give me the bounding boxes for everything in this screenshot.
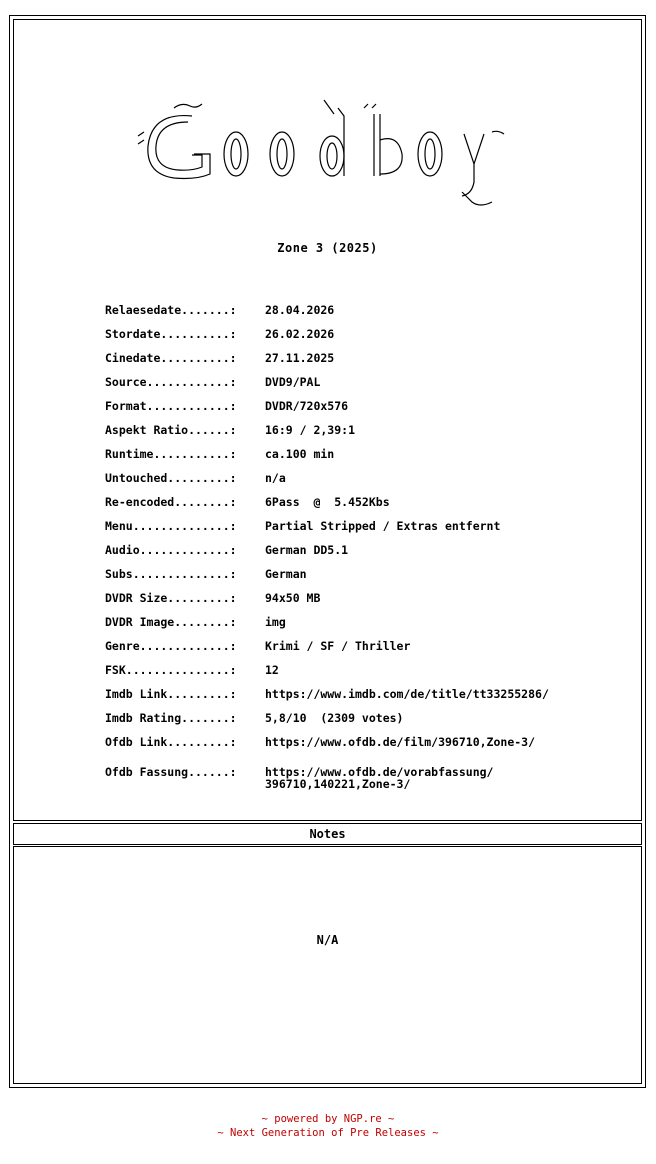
info-row <box>105 538 635 562</box>
info-row <box>105 370 635 394</box>
info-value: n/a <box>265 471 286 485</box>
info-row <box>105 634 635 658</box>
info-key: Relaesedate.......: <box>105 303 237 317</box>
info-value: 26.02.2026 <box>265 327 335 341</box>
info-key: Source............: <box>105 375 237 389</box>
info-key: Subs..............: <box>105 567 237 581</box>
info-key: Stordate..........: <box>105 327 237 341</box>
release-info-panel <box>13 19 642 821</box>
info-row <box>105 610 635 634</box>
goodboy-logo <box>14 92 641 212</box>
info-key: Genre.............: <box>105 639 237 653</box>
footer-powered-by: ~ powered by NGP.re ~ <box>261 1113 395 1125</box>
info-row <box>105 466 635 490</box>
info-row <box>105 298 635 322</box>
info-key: Ofdb Link.........: <box>105 735 237 749</box>
footer <box>0 1112 656 1140</box>
notes-value: N/A <box>316 933 339 947</box>
info-value: 6Pass @ 5.452Kbs <box>265 495 390 509</box>
info-row <box>105 682 635 706</box>
release-title: Zone 3 (2025) <box>277 241 378 255</box>
info-row <box>105 346 635 370</box>
info-value: img <box>265 615 286 629</box>
info-value: Krimi / SF / Thriller <box>265 639 411 653</box>
info-key: Aspekt Ratio......: <box>105 423 237 437</box>
info-row <box>105 562 635 586</box>
nfo-frame <box>9 15 646 1088</box>
info-value: German DD5.1 <box>265 543 349 557</box>
info-key: FSK...............: <box>105 663 237 677</box>
info-row <box>105 394 635 418</box>
footer-tagline: ~ Next Generation of Pre Releases ~ <box>217 1127 439 1139</box>
info-row <box>105 586 635 610</box>
info-key: Cinedate..........: <box>105 351 237 365</box>
info-row <box>105 322 635 346</box>
info-key: Runtime...........: <box>105 447 237 461</box>
logo-text: Goodboy <box>327 92 332 93</box>
notes-header <box>13 823 642 845</box>
info-key: Untouched.........: <box>105 471 237 485</box>
info-key: Re-encoded........: <box>105 495 237 509</box>
info-row <box>105 514 635 538</box>
info-row <box>105 658 635 682</box>
notes-body <box>13 846 642 1084</box>
info-key: Imdb Link.........: <box>105 687 237 701</box>
info-value: DVD9/PAL <box>265 375 321 389</box>
info-value: German <box>265 567 307 581</box>
info-list <box>105 298 635 806</box>
info-value: 12 <box>265 663 279 677</box>
info-value: https://www.ofdb.de/vorabfassung/ 396710,140221,Zone-3/ <box>265 765 494 791</box>
info-row <box>105 490 635 514</box>
notes-label: Notes <box>309 827 346 841</box>
info-value: 28.04.2026 <box>265 303 335 317</box>
info-value: https://www.ofdb.de/film/396710,Zone-3/ <box>265 735 536 749</box>
info-key: Menu..............: <box>105 519 237 533</box>
info-value: https://www.imdb.com/de/title/tt33255286/ <box>265 687 549 701</box>
info-value: ca.100 min <box>265 447 335 461</box>
info-value: 94x50 MB <box>265 591 321 605</box>
info-key: DVDR Size.........: <box>105 591 237 605</box>
info-value: DVDR/720x576 <box>265 399 349 413</box>
info-key: Audio.............: <box>105 543 237 557</box>
info-key: DVDR Image........: <box>105 615 237 629</box>
info-row <box>105 730 635 754</box>
info-row <box>105 442 635 466</box>
info-value: 5,8/10 (2309 votes) <box>265 711 404 725</box>
info-row <box>105 418 635 442</box>
info-row <box>105 766 635 806</box>
info-key: Imdb Rating.......: <box>105 711 237 725</box>
info-value: Partial Stripped / Extras entfernt <box>265 519 501 533</box>
info-value: 16:9 / 2,39:1 <box>265 423 356 437</box>
info-row <box>105 706 635 730</box>
info-key: Format............: <box>105 399 237 413</box>
info-value: 27.11.2025 <box>265 351 335 365</box>
info-key: Ofdb Fassung......: <box>105 765 237 779</box>
